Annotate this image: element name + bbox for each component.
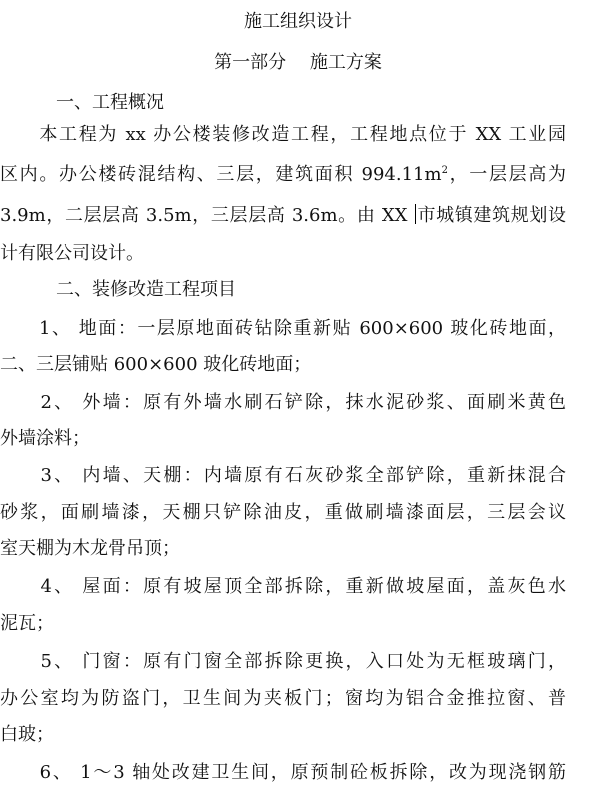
list-item-line: 5、 门窗：原有门窗全部拆除更换，入口处为无框玻璃门， [0,651,566,672]
list-item-line: 1、 地面：一层原地面砖钻除重新贴 600×600 玻化砖地面， [0,318,566,339]
list-item-line: 6、 1～3 轴处改建卫生间，原预制砼板拆除，改为现浇钢筋 [0,762,566,783]
superscript: 2 [441,165,448,176]
paragraph-line: 区内。办公楼砖混结构、三层，建筑面积 $994.11m^2$，一层层高为 [0,164,566,185]
list-item-line: 3、 内墙、天棚：内墙原有石灰砂浆全部铲除，重新抹混合 [0,465,566,486]
section-heading-projects: 二、装修改造工程项目 [56,279,236,300]
list-item-line: 二、三层铺贴 600×600 玻化砖地面； [0,354,312,375]
list-item-line: 室天棚为木龙骨吊顶； [0,538,180,559]
list-item-line: 办公室均为防盗门，卫生间为夹板门；窗均为铝合金推拉窗、普 [0,688,566,709]
paragraph-line: 计有限公司设计。 [0,243,144,264]
section-heading-overview: 一、工程概况 [56,92,164,113]
list-item-line: 4、 屋面：原有坡屋顶全部拆除，重新做坡屋面，盖灰色水 [0,576,566,597]
list-item-line: 2、 外墙：原有外墙水刷石铲除，抹水泥砂浆、面刷米黄色 [0,392,566,413]
paragraph-line: 本工程为 xx 办公楼装修改造工程，工程地点位于 XX 工业园 [0,124,566,145]
text-cursor [415,204,416,224]
list-item-line: 白玻； [0,724,54,745]
paragraph-line: 3.9m，二层层高 3.5m，三层层高 3.6m。由 XX 市城镇建筑规划设 [0,205,566,226]
list-item-line: 外墙涂料； [0,428,90,449]
document-subtitle: 第一部分 施工方案 [214,52,382,73]
document-title: 施工组织设计 [244,11,352,32]
list-item-line: 砂浆，面刷墙漆，天棚只铲除油皮，重做刷墙漆面层，三层会议 [0,502,566,523]
list-item-line: 泥瓦； [0,613,54,634]
